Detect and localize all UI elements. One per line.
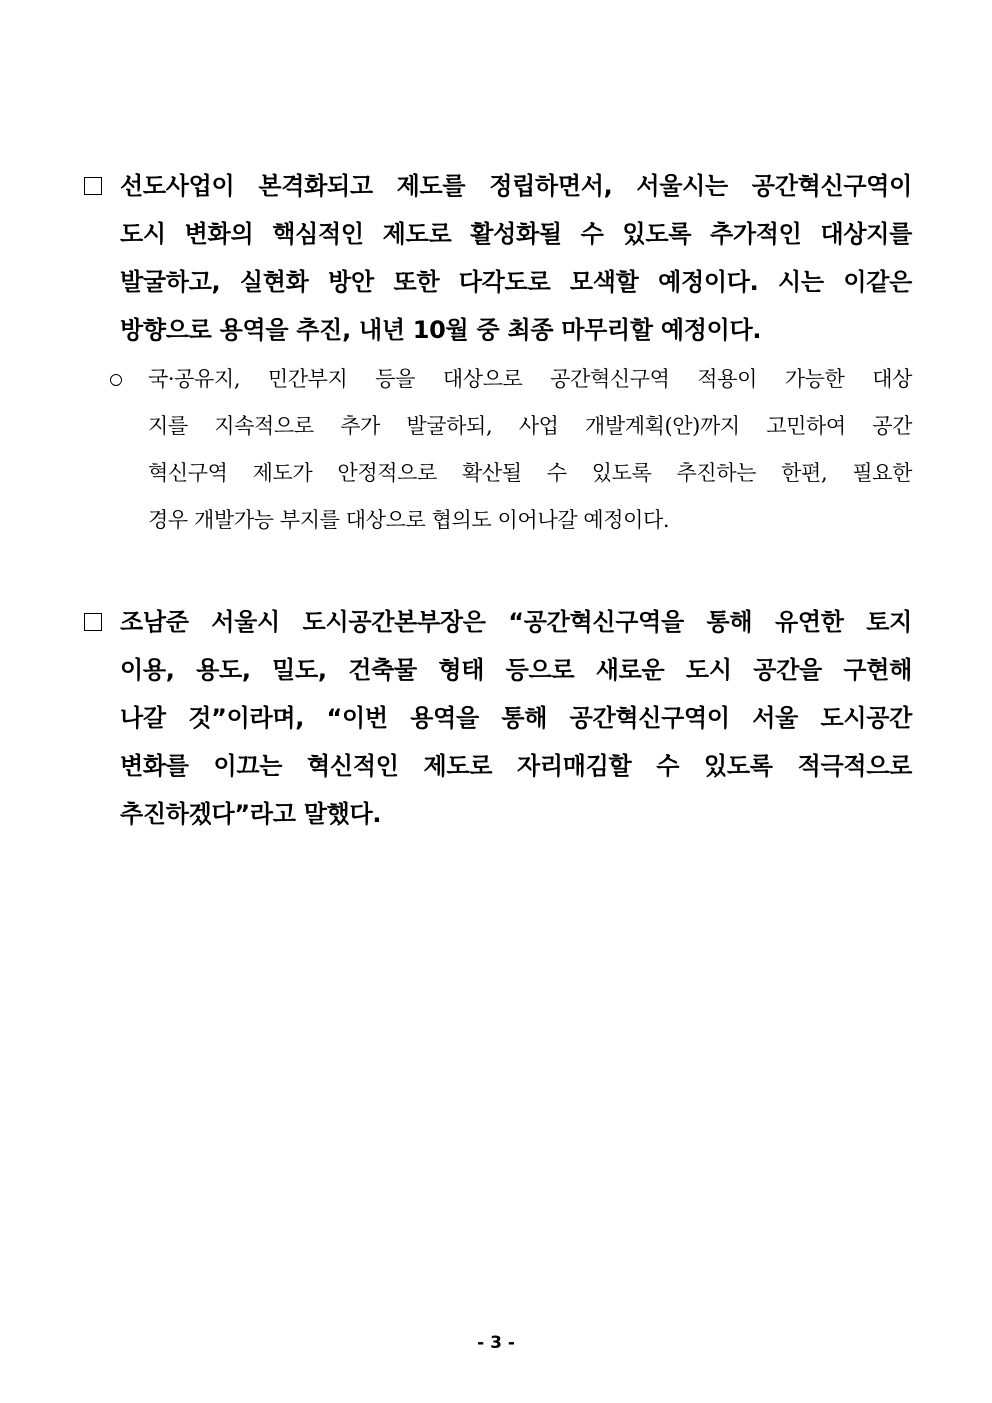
paragraph-line: [80, 258, 912, 306]
paragraph-line: [80, 646, 912, 694]
sub-bullet-text: 경우 개발가능 부지를 대상으로 협의도 이어나갈 예정이다.: [148, 508, 670, 532]
sub-bullet-text: 지를 지속적으로 추가 발굴하되, 사업 개발계획(안)까지 고민하여 공간: [148, 414, 912, 438]
paragraph-text: 도시 변화의 핵심적인 제도로 활성화될 수 있도록 추가적인 대상지를: [120, 220, 912, 248]
paragraph-text: 나갈 것”이라며, “이번 용역을 통해 공간혁신구역이 서울 도시공간: [120, 704, 912, 732]
sub-bullet-line: [80, 450, 912, 497]
paragraph-text: 조남준 서울시 도시공간본부장은 “공간혁신구역을 통해 유연한 토지: [120, 608, 912, 636]
sub-bullet-text: 국·공유지, 민간부지 등을 대상으로 공간혁신구역 적용이 가능한 대상: [148, 367, 912, 391]
paragraph-text: 발굴하고, 실현화 방안 또한 다각도로 모색할 예정이다. 시는 이같은: [120, 268, 912, 296]
paragraph-line: [80, 598, 912, 646]
sub-bullet-line: [80, 497, 912, 544]
sub-bullet-line: [80, 403, 912, 450]
paragraph-line: [80, 742, 912, 790]
paragraph-text: 추진하겠다”라고 말했다.: [120, 800, 382, 828]
paragraph-line: [80, 210, 912, 258]
page-number: - 3 -: [477, 1333, 515, 1353]
paragraph-text: 선도사업이 본격화되고 제도를 정립하면서, 서울시는 공간혁신구역이: [120, 172, 912, 200]
paragraph-line: [80, 162, 912, 210]
square-bullet-icon: [84, 613, 102, 631]
paragraph-text: 이용, 용도, 밀도, 건축물 형태 등으로 새로운 도시 공간을 구현해: [120, 656, 912, 684]
circle-bullet-icon: [110, 374, 122, 386]
sub-bullet-text: 혁신구역 제도가 안정적으로 확산될 수 있도록 추진하는 한편, 필요한: [148, 461, 912, 485]
paragraph-text: 방향으로 용역을 추진, 내년 10월 중 최종 마무리할 예정이다.: [120, 316, 762, 344]
paragraph-line: [80, 694, 912, 742]
paragraph-text: 변화를 이끄는 혁신적인 제도로 자리매김할 수 있도록 적극적으로: [120, 752, 912, 780]
paragraph-line: [80, 790, 912, 838]
paragraph-2: [80, 598, 912, 838]
paragraph-1: [80, 162, 912, 544]
square-bullet-icon: [84, 177, 102, 195]
paragraph-line: [80, 306, 912, 354]
sub-bullet: [80, 356, 912, 544]
sub-bullet-line: [80, 356, 912, 403]
